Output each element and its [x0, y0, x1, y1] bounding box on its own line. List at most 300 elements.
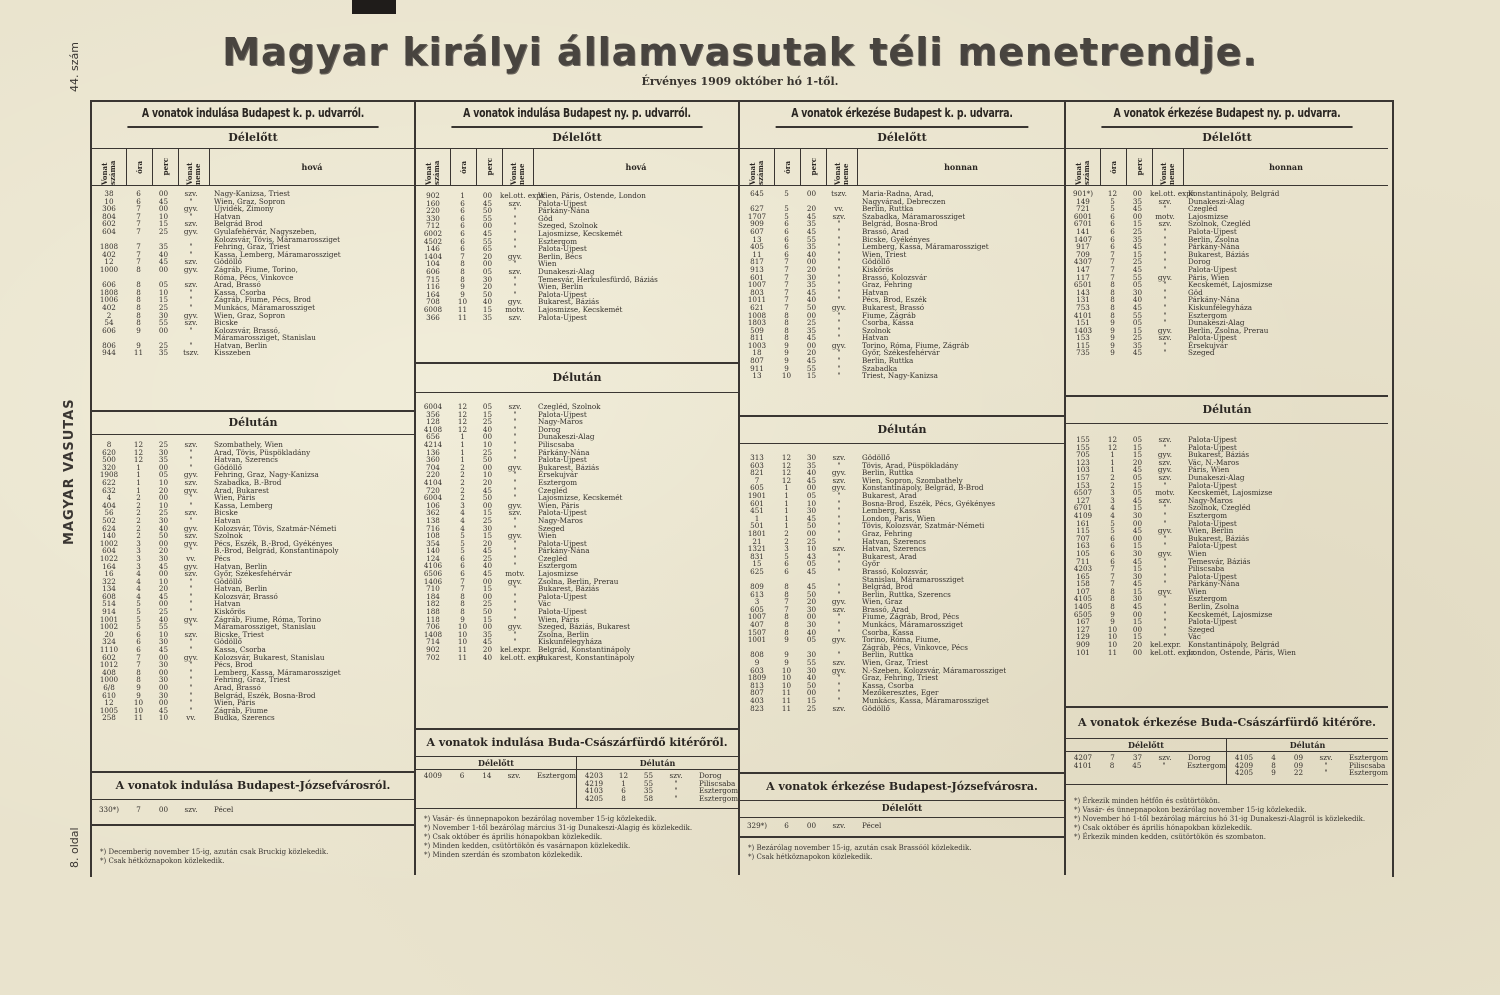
minute: 25 [158, 340, 169, 350]
train-kind: " [837, 680, 841, 690]
train-kind: gyv. [183, 204, 199, 214]
station: Esztergom [1349, 753, 1389, 762]
page-number-label: 8. oldal [68, 827, 81, 868]
header-train-kind: Vonat neme [833, 162, 850, 185]
column-headers [92, 149, 414, 186]
train-number: 10 [104, 196, 114, 206]
train-kind: " [837, 498, 841, 508]
header-hour: óra [458, 160, 468, 174]
column-headers [416, 149, 738, 186]
hour: 8 [784, 620, 789, 630]
train-number: 4214 [423, 439, 443, 449]
station: Palota-Ujpest [538, 591, 587, 601]
hour: 10 [457, 297, 468, 307]
footnotes [1066, 785, 1388, 846]
minute: 30 [806, 620, 817, 630]
train-number: 54 [104, 318, 114, 328]
train-number: 115 [1076, 526, 1090, 536]
train-number: 1011 [747, 295, 767, 305]
station: Palota-Ujpest [538, 244, 587, 254]
hour: 11 [133, 348, 144, 358]
train-number: 103 [1076, 465, 1090, 475]
train-kind: " [674, 786, 678, 796]
train-number: 4219 [584, 778, 604, 788]
station: Kecskemét, Lajosmizse [1188, 488, 1273, 498]
train-number: 6004 [423, 493, 443, 503]
hour: 7 [1110, 264, 1115, 274]
hour: 3 [136, 561, 141, 571]
hour: 8 [784, 627, 789, 637]
station: Bukarest, Brassó [862, 302, 925, 312]
train-number: 161 [1076, 518, 1090, 528]
arrivals-nyugati-column [1066, 100, 1388, 875]
train-kind: " [1163, 624, 1167, 634]
train-kind: " [1163, 249, 1167, 259]
train-number: 811 [750, 333, 764, 343]
hour: 11 [457, 304, 468, 314]
minute: 15 [1132, 249, 1143, 259]
hour: 8 [460, 266, 465, 276]
station: Kassa, Lemberg, Máramarossziget [214, 249, 341, 259]
train-number: 1022 [99, 553, 119, 563]
station: Temesvár, Herkulesfürdő, Báziás [538, 274, 658, 284]
minute: 35 [806, 325, 817, 335]
hour: 8 [1110, 302, 1115, 312]
station: Szolnok [214, 531, 243, 541]
train-kind: " [1163, 579, 1167, 589]
train-kind: " [513, 485, 517, 495]
hour: 8 [460, 599, 465, 609]
train-kind: " [1163, 518, 1167, 528]
hour: 6 [1110, 533, 1115, 543]
minute: 40 [806, 295, 817, 305]
train-kind: " [189, 584, 193, 594]
train-kind: szv. [832, 475, 846, 485]
minute: 20 [158, 584, 169, 594]
minute: 35 [806, 460, 817, 470]
header-destination: hová [625, 162, 647, 172]
minute: 45 [1132, 302, 1143, 312]
train-kind: szv. [184, 440, 198, 449]
train-number: 138 [426, 515, 440, 525]
timetable-row [577, 795, 738, 803]
arrivals-keleti-column [740, 100, 1066, 875]
train-number: 605 [750, 483, 764, 493]
minute: 00 [806, 257, 817, 267]
column-headers [740, 149, 1064, 186]
minute: 09 [1293, 760, 1304, 770]
station: Dorog [1188, 753, 1211, 762]
column-title: A vonatok érkezése Budapest k. p. udvarra. [776, 100, 1029, 128]
station: Párkány-Nána [538, 546, 590, 556]
train-kind: " [513, 553, 517, 563]
minute: 15 [1132, 586, 1143, 596]
minute: 40 [806, 627, 817, 637]
minute: 00 [1132, 609, 1143, 619]
station: Szabadka [862, 363, 898, 373]
train-number: 1403 [1073, 325, 1093, 335]
station: Wien, Sopron, Szombathely [862, 475, 963, 485]
station: Esztergom [538, 477, 578, 487]
timetable-row [1227, 769, 1388, 777]
minute: 00 [1132, 518, 1143, 528]
station: Esztergom [1186, 760, 1226, 770]
train-number: 451 [750, 506, 764, 516]
train-kind: " [189, 705, 193, 715]
minute: 45 [1132, 556, 1143, 566]
train-kind: " [513, 591, 517, 601]
minute: 15 [1132, 564, 1143, 574]
minute: 00 [158, 493, 169, 503]
minute: 30 [482, 523, 493, 533]
minute: 30 [806, 650, 817, 660]
hour: 5 [136, 614, 141, 624]
station: Kolozsvár, Brassó [214, 591, 278, 601]
train-number: 155 [1076, 435, 1090, 444]
footnote: *) Csak hétköznapokon közlekedik. [748, 853, 873, 861]
timetable-row [92, 349, 414, 357]
station: Lajosmizse [1188, 211, 1229, 221]
train-number: 1908 [99, 470, 119, 480]
station: Arad, Tövis, Püspökladány [214, 447, 311, 457]
train-kind: " [513, 477, 517, 487]
hour: 7 [460, 576, 465, 586]
minute: 30 [158, 637, 169, 647]
minute: 30 [806, 272, 817, 282]
hour: 8 [784, 310, 789, 320]
hour: 2 [784, 528, 789, 538]
station: Berlin, Ruttka [862, 356, 914, 366]
hour: 5 [784, 211, 789, 221]
station: Gödöllő [214, 637, 242, 647]
station: Belgrád, Brod [862, 582, 913, 592]
train-kind: " [837, 620, 841, 630]
hour: 6 [460, 198, 465, 208]
station: Csorba, Kassa [862, 318, 914, 328]
station: Nagy-Maros [1188, 495, 1233, 505]
minute: 45 [806, 356, 817, 366]
train-number: 4101 [1073, 310, 1093, 320]
train-kind: " [1163, 556, 1167, 566]
train-number: 157 [1076, 472, 1090, 482]
hour: 7 [1110, 249, 1115, 259]
hour: 9 [136, 325, 141, 335]
train-kind: gyv. [1157, 272, 1173, 282]
hour: 8 [136, 318, 141, 328]
train-kind: " [837, 219, 841, 229]
train-number: 6001 [1073, 211, 1093, 221]
hour: 1 [460, 447, 465, 457]
timetable-row [1066, 762, 1226, 770]
footnote: *) Minden szerdán és szombaton közlekedik. [424, 851, 583, 859]
station: Csorba, Kassa [862, 627, 914, 637]
minute: 50 [806, 589, 817, 599]
train-kind: " [1163, 609, 1167, 619]
minute: 37 [1132, 753, 1143, 762]
minute: 50 [482, 455, 493, 465]
hour: 7 [784, 287, 789, 297]
train-kind: motv. [1155, 488, 1175, 498]
train-kind: " [1324, 760, 1328, 770]
footnote: *) Érkezik minden hétfőn és csütörtökön. [1074, 797, 1221, 805]
station: Graz, Fehring, Triest [862, 673, 939, 683]
train-number: 6002 [423, 228, 443, 238]
hour: 2 [136, 508, 141, 518]
footnotes [740, 838, 1064, 866]
timetable-row [416, 654, 738, 662]
minute: 25 [158, 226, 169, 236]
train-kind: " [189, 591, 193, 601]
hour: 2 [784, 536, 789, 546]
hour: 7 [784, 257, 789, 267]
hour: 3 [784, 544, 789, 554]
station: Wien [538, 531, 557, 541]
station: Tövis, Arad, Püspökladány [862, 460, 959, 470]
station: Párkány-Nána [1188, 242, 1240, 252]
header-origin: honnan [944, 162, 978, 172]
jozsefvaros-departures-heading: A vonatok indulása Budapest-Józsefvárosról. [92, 771, 414, 800]
station: Nagy-Kanizsa, Triest [214, 189, 290, 198]
minute: 30 [1132, 571, 1143, 581]
train-kind: " [837, 673, 841, 683]
train-kind: " [189, 622, 193, 632]
station: Szeged [1188, 348, 1215, 358]
hour: 7 [136, 652, 141, 662]
train-kind: szv. [184, 318, 198, 328]
station: Tövis, Kolozsvár, Szatmár-Németi [862, 521, 985, 531]
train-number: 1808 [99, 287, 119, 297]
station: Dunakeszi-Alag [538, 266, 595, 276]
train-number: 624 [102, 523, 116, 533]
hour: 3 [136, 538, 141, 548]
hour: 9 [1110, 318, 1115, 328]
header-minute: perc [808, 158, 818, 176]
train-number: 1404 [423, 251, 443, 261]
train-number: 354 [426, 538, 440, 548]
minute: 05 [158, 280, 169, 290]
minute: 05 [1132, 488, 1143, 498]
train-kind: " [837, 551, 841, 561]
train-number: 1 [754, 513, 760, 523]
train-kind: " [1163, 602, 1167, 612]
train-kind: " [1163, 318, 1167, 328]
station: Lajosmizse, Kecskemét [538, 304, 623, 314]
station: Palota-Ujpest [1188, 571, 1237, 581]
station: Arad, Brassó [214, 280, 261, 290]
train-number: 1110 [99, 645, 119, 655]
station: Párkány-Nána [1188, 295, 1240, 305]
header-minute: perc [484, 158, 494, 176]
minute: 00 [482, 462, 493, 472]
minute: 45 [482, 228, 493, 238]
train-number: 809 [750, 582, 764, 592]
station: Fiume, Zágráb, Brod, Pécs [862, 612, 960, 622]
train-kind: " [1163, 617, 1167, 627]
minute: 35 [482, 629, 493, 639]
minute: 15 [1132, 442, 1143, 452]
station: Dunakeszi-Alag [1188, 196, 1245, 206]
minute: 55 [1132, 310, 1143, 320]
train-kind: kel.ott. expr. [1150, 189, 1196, 198]
train-kind: " [837, 310, 841, 320]
train-kind: " [837, 696, 841, 705]
header-train-kind: Vonat neme [1159, 162, 1176, 185]
train-number: 627 [750, 204, 764, 214]
train-kind: szv. [1158, 196, 1172, 206]
minute: 50 [482, 206, 493, 216]
train-kind: " [513, 561, 517, 571]
station: Kolozsvár, Brassó, [214, 325, 281, 335]
station: Palota-Ujpest [538, 312, 587, 322]
train-number: 404 [102, 500, 116, 510]
train-number: 167 [1076, 617, 1090, 627]
minute: 00 [806, 483, 817, 493]
train-kind: " [189, 607, 193, 617]
page-title: Magyar királyi államvasutak téli menetrendje. [222, 30, 1258, 74]
column-title: A vonatok indulása Budapest k. p. udvarról. [127, 100, 378, 128]
hour: 7 [1110, 564, 1115, 574]
hour: 4 [136, 569, 141, 579]
train-number: 362 [426, 508, 440, 518]
hour: 7 [784, 272, 789, 282]
train-number: 803 [750, 287, 764, 297]
hour: 8 [460, 259, 465, 269]
train-kind: gyv. [1157, 526, 1173, 536]
csaszarfurdo-morning-rows [416, 770, 576, 808]
hour: 12 [1107, 189, 1118, 198]
train-kind: " [1163, 295, 1167, 305]
morning-rows [1066, 186, 1388, 395]
train-kind: szv. [1158, 495, 1172, 505]
hour: 8 [784, 582, 789, 592]
train-kind: " [513, 274, 517, 284]
train-kind: " [1163, 302, 1167, 312]
train-number: 909 [1076, 640, 1090, 650]
train-number: 160 [426, 198, 440, 208]
minute: 00 [482, 221, 493, 231]
hour: 6 [784, 242, 789, 252]
paper-label: MAGYAR VASUTAS [62, 398, 77, 545]
station: Wien, Páris [214, 698, 256, 708]
train-number: 4209 [1234, 760, 1254, 770]
hour: 10 [133, 705, 144, 715]
train-number: 330 [426, 213, 440, 223]
minute: 55 [806, 234, 817, 244]
train-number: 909 [750, 219, 764, 229]
minute: 30 [158, 675, 169, 685]
minute: 45 [1132, 348, 1143, 358]
minute: 00 [806, 612, 817, 622]
minute: 55 [158, 622, 169, 632]
minute: 15 [806, 371, 817, 381]
minute: 15 [1132, 450, 1143, 460]
top-black-block [352, 0, 396, 14]
station: Piliscsaba [1349, 760, 1386, 770]
station: Hatvan [214, 515, 241, 525]
station: Esztergom [1349, 768, 1389, 778]
minute: 50 [806, 302, 817, 312]
afternoon-heading: Délután [1066, 395, 1388, 424]
train-kind: " [189, 287, 193, 297]
train-number: 705 [1076, 450, 1090, 460]
train-kind: " [513, 538, 517, 548]
station: Palota-Ujpest [1188, 226, 1237, 236]
hour: 1 [784, 521, 789, 531]
hour: 12 [618, 771, 629, 780]
hour: 2 [136, 515, 141, 525]
hour: 6 [1110, 541, 1115, 551]
minute: 25 [482, 515, 493, 525]
station: London, Paris, Wien [862, 513, 936, 523]
train-kind: gyv. [831, 340, 847, 350]
train-kind: " [1163, 442, 1167, 452]
station: Brassó, Arad [862, 226, 909, 236]
train-kind: " [189, 325, 193, 335]
minute: 45 [806, 566, 817, 576]
train-number: 606 [102, 280, 116, 290]
train-number: 613 [750, 589, 764, 599]
hour: 12 [781, 460, 792, 470]
footnote: *) Vasár- és ünnepnapokon bezárólag november 15-ig közlekedik. [1074, 806, 1307, 814]
minute: 45 [806, 333, 817, 343]
train-number: 366 [426, 312, 440, 322]
train-kind: motv. [505, 304, 525, 314]
hour: 11 [781, 696, 792, 705]
train-kind: gyv. [1157, 450, 1173, 460]
station: Vác [1188, 632, 1201, 642]
minute: 45 [806, 226, 817, 236]
minute: 15 [1132, 632, 1143, 642]
train-kind: " [837, 280, 841, 290]
footnote: *) Decemberig november 15-ig, azután csak Bruckig közlekedik. [100, 848, 329, 856]
station: Győr [862, 559, 880, 569]
hour: 6 [1110, 556, 1115, 566]
train-number: 709 [1076, 249, 1090, 259]
train-kind: " [513, 424, 517, 434]
header-destination: hová [301, 162, 323, 172]
hour: 1 [621, 778, 626, 788]
train-kind: " [1163, 533, 1167, 543]
train-number: 604 [102, 546, 116, 556]
train-kind: " [837, 249, 841, 259]
minute: 00 [806, 340, 817, 350]
hour: 8 [1110, 310, 1115, 320]
hour: 6 [1110, 242, 1115, 252]
minute: 30 [158, 447, 169, 457]
station: Munkács, Máramarossziget [214, 302, 315, 312]
hour: 4 [1110, 503, 1115, 513]
minute: 10 [158, 477, 169, 487]
minute: 05 [1132, 472, 1143, 482]
train-number: 136 [426, 447, 440, 457]
train-number: 143 [1076, 287, 1090, 297]
train-kind: szv. [832, 821, 846, 830]
train-kind: gyv. [831, 665, 847, 675]
header-train-no: Vonat száma [424, 160, 441, 185]
minute: 00 [482, 432, 493, 442]
train-number: 127 [1076, 495, 1090, 505]
train-number: 704 [426, 462, 440, 472]
train-kind: " [837, 650, 841, 660]
morning-subheading: Délelőtt [740, 801, 1064, 818]
train-kind: gyv. [1157, 325, 1173, 335]
train-number: 608 [102, 591, 116, 601]
minute: 65 [482, 244, 493, 254]
minute: 15 [1132, 219, 1143, 229]
minute: 25 [482, 553, 493, 563]
station: Gödöllő [862, 257, 890, 267]
minute: 05 [806, 559, 817, 569]
